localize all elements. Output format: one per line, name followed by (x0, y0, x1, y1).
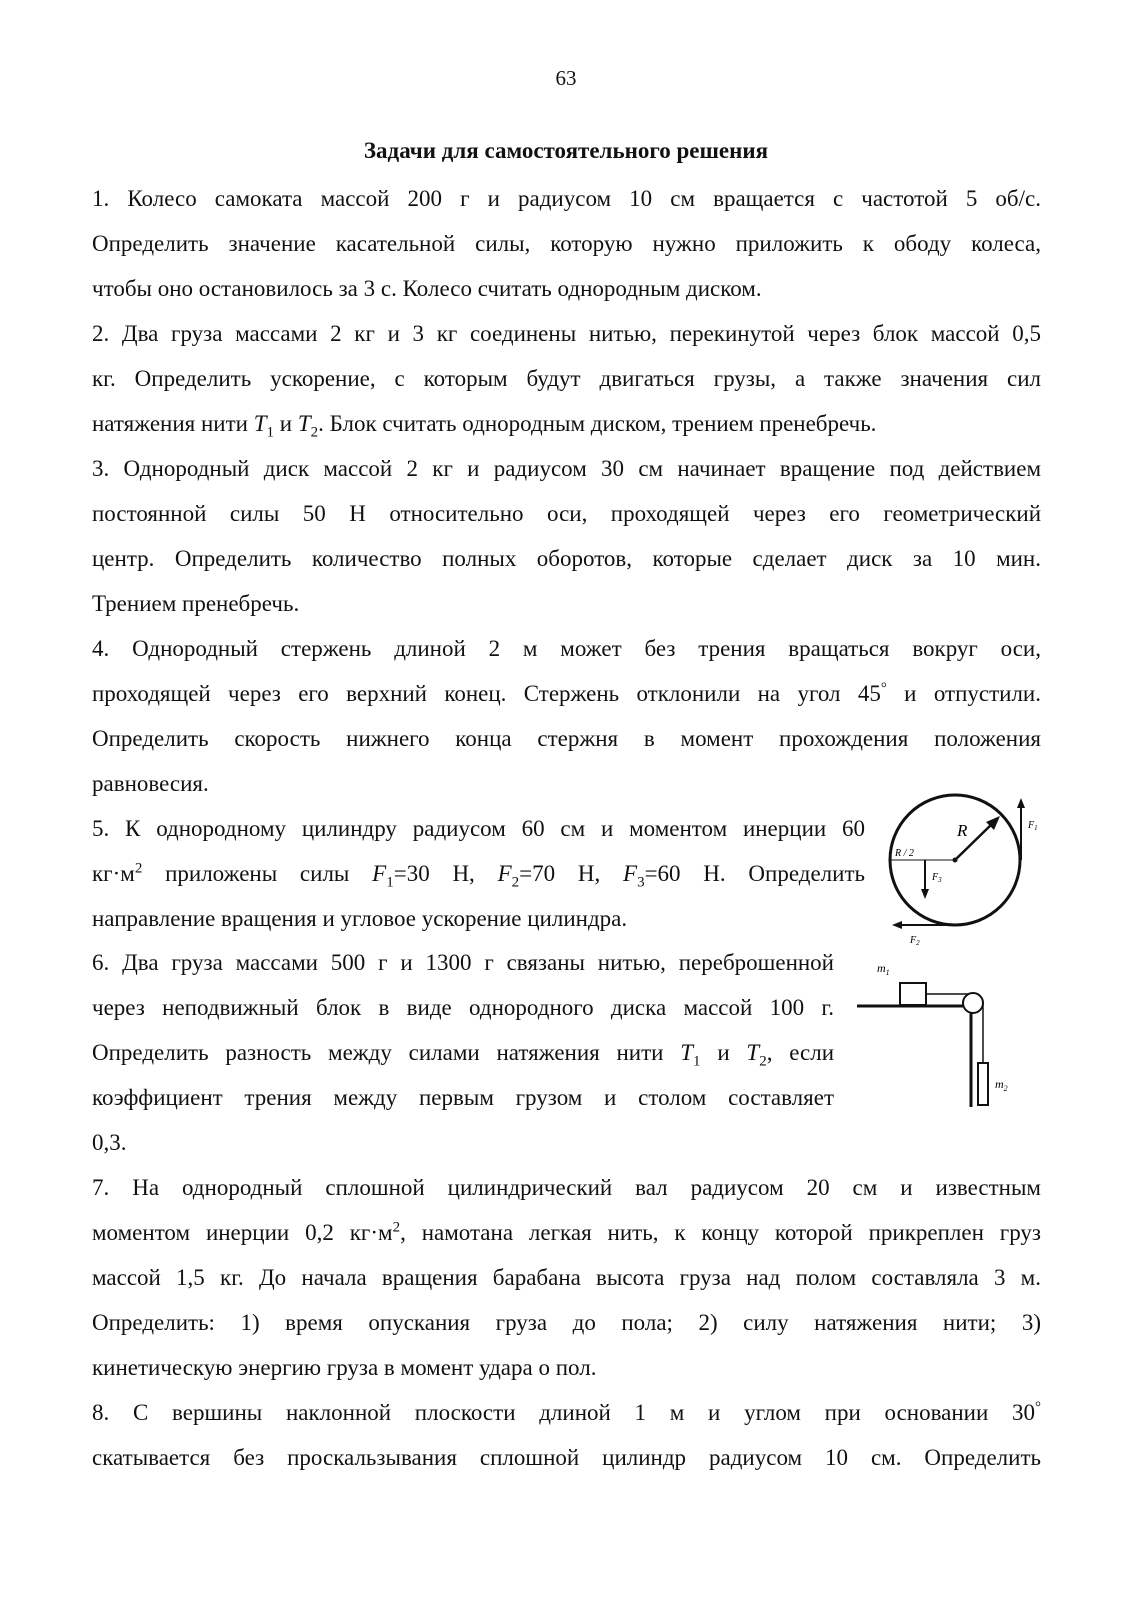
problem-2-line-2: кг. Определить ускорение, с которым будут двигаться грузы, а также значения сил (92, 366, 1041, 391)
subscript: 2 (759, 1053, 767, 1070)
f2-label (909, 935, 920, 947)
subscript: 2 (310, 424, 319, 441)
force-symbol: F (497, 861, 512, 886)
cylinder-forces-figure (882, 792, 1062, 950)
tension-symbol: T (297, 411, 311, 436)
force-symbol: F (932, 872, 939, 883)
problem-3-line-4: Трением пренебречь. (92, 591, 300, 616)
text: =70 Н, (519, 861, 623, 886)
block-m2 (978, 1063, 988, 1105)
problem-4-line-4: равновесия. (92, 771, 209, 796)
subscript: 1 (386, 874, 394, 891)
tension-symbol: T (746, 1040, 760, 1065)
m1-label (877, 961, 890, 977)
tension-symbol: T (253, 411, 267, 436)
text: проходящей через его верхний конец. Стержень отклонили на угол 45 (92, 681, 881, 706)
superscript: 2 (392, 1219, 401, 1236)
subscript: 3 (938, 876, 942, 884)
force-symbol: F (372, 861, 387, 886)
problem-8-line-2: скатывается без проскальзывания сплошной цилиндр радиусом 10 см. Определить (92, 1445, 1041, 1470)
m2-label (995, 1077, 1008, 1093)
f1-arrowhead (1017, 798, 1025, 808)
subscript: 2 (1003, 1084, 1008, 1093)
mass-symbol: m (877, 961, 886, 975)
text: и (274, 411, 298, 436)
pulley-figure (855, 955, 1025, 1110)
text: приложены силы (142, 861, 373, 886)
problem-5-line-3: направление вращения и угловое ускорение цилиндра. (92, 906, 628, 931)
problem-7-line-2 (92, 1218, 1041, 1248)
text: моментом инерции 0,2 кг·м (92, 1220, 393, 1245)
page-number: 63 (555, 66, 577, 90)
pulley (963, 993, 983, 1013)
radius-label: R (957, 821, 968, 840)
problem-7-line-5: кинетическую энергию груза в момент удара о пол. (92, 1355, 597, 1380)
f3-arrowhead (921, 889, 929, 899)
problem-5-line-1: 5. К однородному цилиндру радиусом 60 см и моментом инерции 60 (92, 816, 865, 841)
degree-sign: ° (1035, 1399, 1041, 1416)
problem-7-line-4: Определить: 1) время опускания груза до пола; 2) силу натяжения нити; 3) (92, 1310, 1041, 1335)
f2-arrowhead (892, 921, 902, 929)
f1-label (1027, 820, 1038, 832)
problem-6-line-1: 6. Два груза массами 500 г и 1300 г связаны нитью, переброшенной (92, 950, 834, 975)
section-heading: Задачи для самостоятельного решения (363, 138, 769, 163)
problem-4-line-1: 4. Однородный стержень длиной 2 м может без трения вращаться вокруг оси, (92, 636, 1041, 661)
subscript: 1 (885, 968, 890, 977)
text: натяжения нити (92, 411, 254, 436)
f3-label (931, 872, 942, 884)
text: Определить разность между силами натяжения нити (92, 1040, 681, 1065)
subscript: 3 (637, 874, 645, 891)
subscript: 1 (1034, 824, 1038, 832)
mass-symbol: m (995, 1077, 1004, 1091)
problem-3-line-1: 3. Однородный диск массой 2 кг и радиусом 30 см начинает вращение под действием (92, 456, 1041, 481)
problem-6-line-2: через неподвижный блок в виде однородного диска массой 100 г. (92, 995, 834, 1020)
problem-8-line-1 (92, 1398, 1041, 1428)
force-symbol: F (910, 935, 917, 946)
problem-3-line-2: постоянной силы 50 Н относительно оси, проходящей через его геометрический (92, 501, 1041, 526)
problem-2-line-3 (92, 409, 876, 439)
text: 8. С вершины наклонной плоскости длиной 1 м и углом при основании 30 (92, 1400, 1035, 1425)
problem-3-line-3: центр. Определить количество полных оборотов, которые сделает диск за 10 мин. (92, 546, 1041, 571)
problem-1-line-2: Определить значение касательной силы, которую нужно приложить к ободу колеса, (92, 231, 1041, 256)
subscript: 2 (511, 874, 520, 891)
tension-symbol: T (680, 1040, 694, 1065)
subscript: 1 (266, 424, 275, 441)
problem-4-line-2 (92, 679, 1041, 709)
problem-4-line-3: Определить скорость нижнего конца стержня в момент прохождения положения (92, 726, 1041, 751)
text: и отпустили. (886, 681, 1041, 706)
text: и (700, 1040, 747, 1065)
force-symbol: F (1028, 820, 1035, 831)
text: . Блок считать однородным диском, трением пренебречь. (318, 411, 877, 436)
problem-7-line-1: 7. На однородный сплошной цилиндрический вал радиусом 20 см и известным (92, 1175, 1041, 1200)
text: =60 Н. Определить (644, 861, 865, 886)
half-radius-label: R / 2 (895, 848, 914, 859)
subscript: 1 (693, 1053, 701, 1070)
problem-6-line-4: коэффициент трения между первым грузом и столом составляет (92, 1085, 834, 1110)
superscript: 2 (134, 860, 143, 877)
problem-7-line-3: массой 1,5 кг. До начала вращения барабана высота груза над полом составляла 3 м. (92, 1265, 1041, 1290)
force-symbol: F (623, 861, 638, 886)
problem-2-line-1: 2. Два груза массами 2 кг и 3 кг соединены нитью, перекинутой через блок массой 0,5 (92, 321, 1041, 346)
text: кг·м (92, 861, 135, 886)
text: =30 Н, (393, 861, 498, 886)
problem-5-line-2 (92, 859, 865, 889)
problem-6-line-3 (92, 1038, 834, 1068)
text: , намотана легкая нить, к концу которой прикреплен груз (400, 1220, 1041, 1245)
block-m1 (900, 983, 926, 1005)
problem-6-line-5: 0,3. (92, 1130, 127, 1155)
problem-1-line-3: чтобы оно остановилось за 3 с. Колесо считать однородным диском. (92, 276, 762, 301)
subscript: 2 (916, 939, 920, 947)
text: , если (766, 1040, 834, 1065)
problem-1-line-1: 1. Колесо самоката массой 200 г и радиусом 10 см вращается с частотой 5 об/с. (92, 186, 1041, 211)
degree-sign: ° (880, 680, 887, 697)
